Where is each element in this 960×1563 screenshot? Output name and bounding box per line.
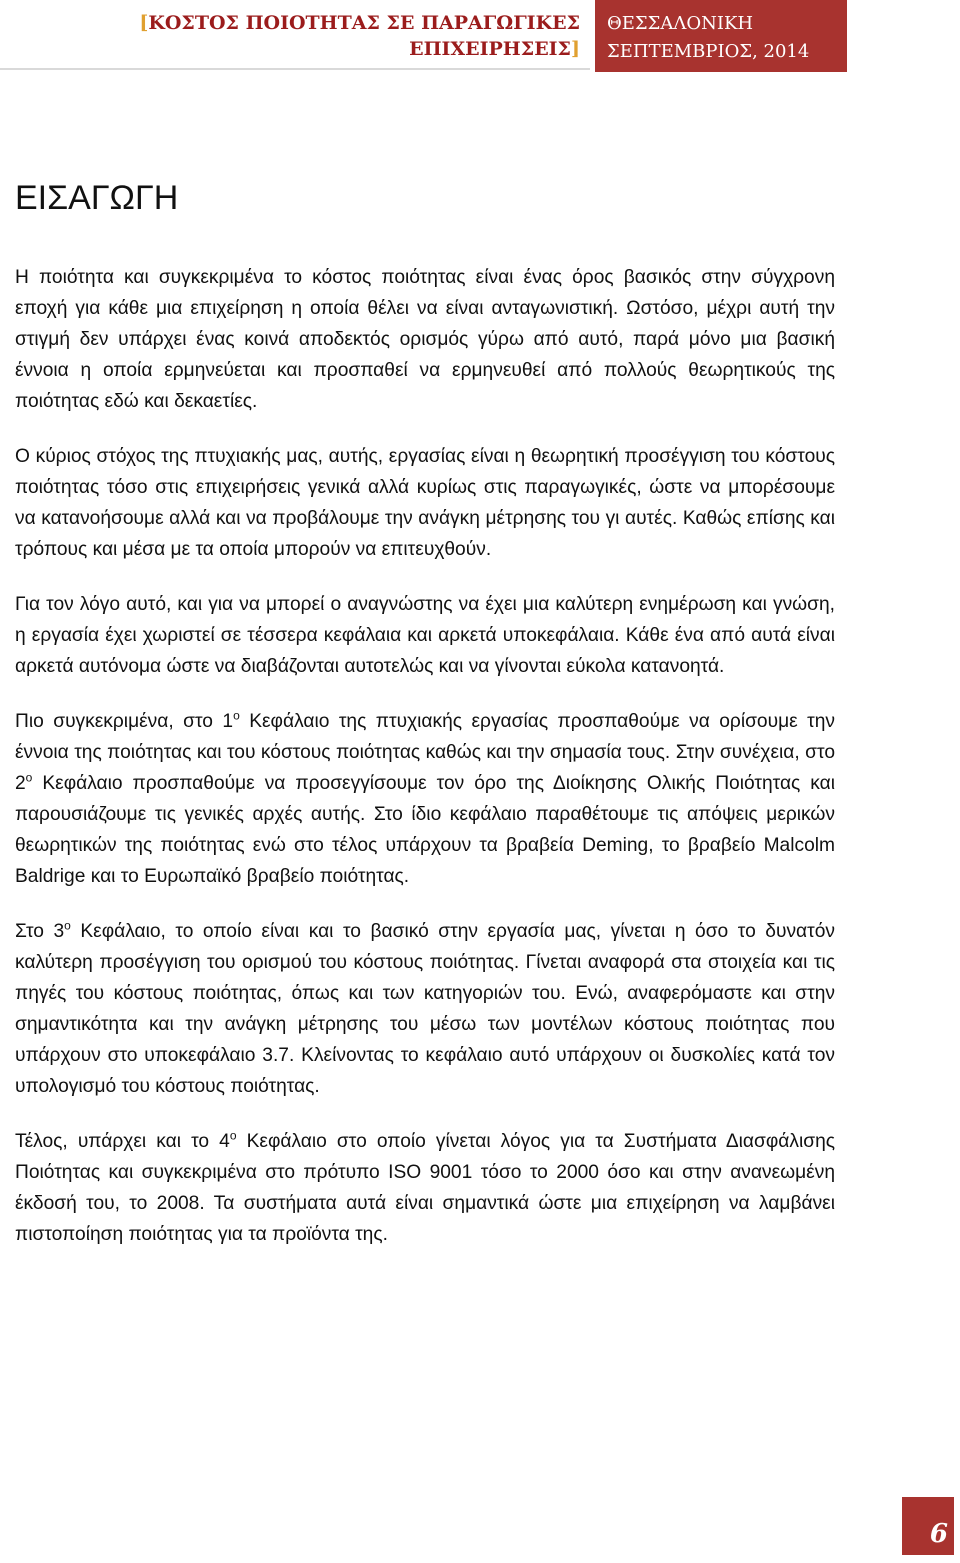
paragraph-5-part-a: Στο 3 bbox=[15, 921, 65, 942]
page-header bbox=[0, 0, 847, 72]
paragraph-5-part-b: Κεφάλαιο, το οποίο είναι και το βασικό στην εργασία μας, γίνεται η όσο το δυνατόν καλύτερη προσέγγιση του ορισμού του κόστους ποιότητας. Γίνεται αναφορά στα στοιχεία και τις πηγές του κόστους ποιότητας, όπως και των κατηγοριών του. Ενώ, αναφερόμαστε και στην σημαντικότητα και την ανάγκη μέτρησης του μέσω των μοντέλων κόστους ποιότητας που υπάρχουν στο υποκεφάλαιο 3.7. Κλείνοντας το κεφάλαιο αυτό υπάρχουν οι δυσκολίες κατά τον υπολογισμό του κόστους ποιότητας. bbox=[15, 921, 835, 1097]
paragraph-4-part-c: Κεφάλαιο προσπαθούμε να προσεγγίσουμε τον όρο της Διοίκησης Ολικής Ποιότητας και παρουσιάζουμε τις γενικές αρχές αυτής. Στο ίδιο κεφάλαιο παραθέτουμε τις απόψεις μερικών θεωρητικών της ποιότητας ενώ στο τέλος υπάρχουν τα βραβεία Deming, το βραβείο Malcolm Baldrige και το Ευρωπαϊκό βραβείο ποιότητας. bbox=[15, 773, 835, 887]
document-title-line2 bbox=[0, 36, 580, 62]
paragraph-6 bbox=[15, 1126, 835, 1250]
paragraph-4 bbox=[15, 706, 835, 892]
paragraph-2: Ο κύριος στόχος της πτυχιακής μας, αυτής, εργασίας είναι η θεωρητική προσέγγιση του κόστους ποιότητας τόσο στις επιχειρήσεις γενικά αλλά κυρίως στις παραγωγικές, ώστε να μπορέσουμε να κατανοήσουμε αλλά και να προβάλουμε την ανάγκη μέτρησης του γι αυτές. Καθώς επίσης και τρόπους και μέσα με τα οποία μπορούν να επιτευχθούν. bbox=[15, 446, 835, 560]
ordinal-superscript: ο bbox=[64, 918, 71, 933]
document-title-line1 bbox=[0, 10, 580, 36]
paragraph-6-part-a: Τέλος, υπάρχει και το 4 bbox=[15, 1131, 230, 1152]
body-text bbox=[15, 262, 835, 1274]
ordinal-superscript: ο bbox=[229, 1128, 237, 1143]
bracket-open: [ bbox=[139, 12, 149, 34]
header-date: ΣΕΠΤΕΜΒΡΙΟΣ, 2014 bbox=[607, 41, 810, 62]
bracket-close: ] bbox=[571, 38, 580, 60]
paragraph-3: Για τον λόγο αυτό, και για να μπορεί ο αναγνώστης να έχει μια καλύτερη ενημέρωση και γνώση, η εργασία έχει χωριστεί σε τέσσερα κεφάλαια και αρκετά υποκεφάλαια. Κάθε ένα από αυτά είναι αρκετά αυτόνομα ώστε να διαβάζονται αυτοτελώς και να γίνονται εύκολα κατανοητά. bbox=[15, 594, 835, 677]
document-title-text1: ΚΟΣΤΟΣ ΠΟΙΟΤΗΤΑΣ ΣΕ ΠΑΡΑΓΩΓΙΚΕΣ bbox=[148, 12, 580, 34]
document-title-block bbox=[0, 0, 590, 70]
location-date-block bbox=[595, 0, 847, 72]
page-number: 6 bbox=[902, 1497, 954, 1555]
paragraph-1: Η ποιότητα και συγκεκριμένα το κόστος ποιότητας είναι ένας όρος βασικός στην σύγχρονη εποχή για κάθε μια επιχείρηση η οποία θέλει να είναι ανταγωνιστική. Ωστόσο, μέχρι αυτή την στιγμή δεν υπάρχει ένας κοινά αποδεκτός ορισμός γύρω από αυτό, παρά μόνο μια βασική έννοια η οποία ερμηνεύεται και προσπαθεί να ερμηνευθεί από πολλούς θεωρητικούς της ποιότητας εδώ και δεκαετίες. bbox=[15, 267, 835, 412]
ordinal-superscript: ο bbox=[233, 708, 240, 723]
paragraph-4-part-b: Κεφάλαιο της πτυχιακής εργασίας προσπαθούμε να ορίσουμε την έννοια της ποιότητας και του κόστους ποιότητας καθώς και την σημασία τους. Στην συνέχεια, στο 2 bbox=[15, 711, 835, 794]
document-title-text2: ΕΠΙΧΕΙΡΗΣΕΙΣ bbox=[409, 38, 571, 60]
paragraph-4-part-a: Πιο συγκεκριμένα, στο 1 bbox=[15, 711, 234, 732]
header-city: ΘΕΣΣΑΛΟΝΙΚΗ bbox=[607, 13, 754, 34]
ordinal-superscript: ο bbox=[25, 770, 33, 785]
section-title: ΕΙΣΑΓΩΓΗ bbox=[15, 179, 179, 217]
paragraph-5 bbox=[15, 916, 835, 1102]
paragraph-6-part-b: Κεφάλαιο στο οποίο γίνεται λόγος για τα Συστήματα Διασφάλισης Ποιότητας και συγκεκριμένα στο πρότυπο ISO 9001 τόσο το 2000 όσο και στην ανανεωμένη έκδοσή του, το 2008. Τα συστήματα αυτά είναι σημαντικά ώστε μια επιχείρηση να λαμβάνει πιστοποίηση ποιότητας για τα προϊόντα της. bbox=[15, 1131, 835, 1245]
